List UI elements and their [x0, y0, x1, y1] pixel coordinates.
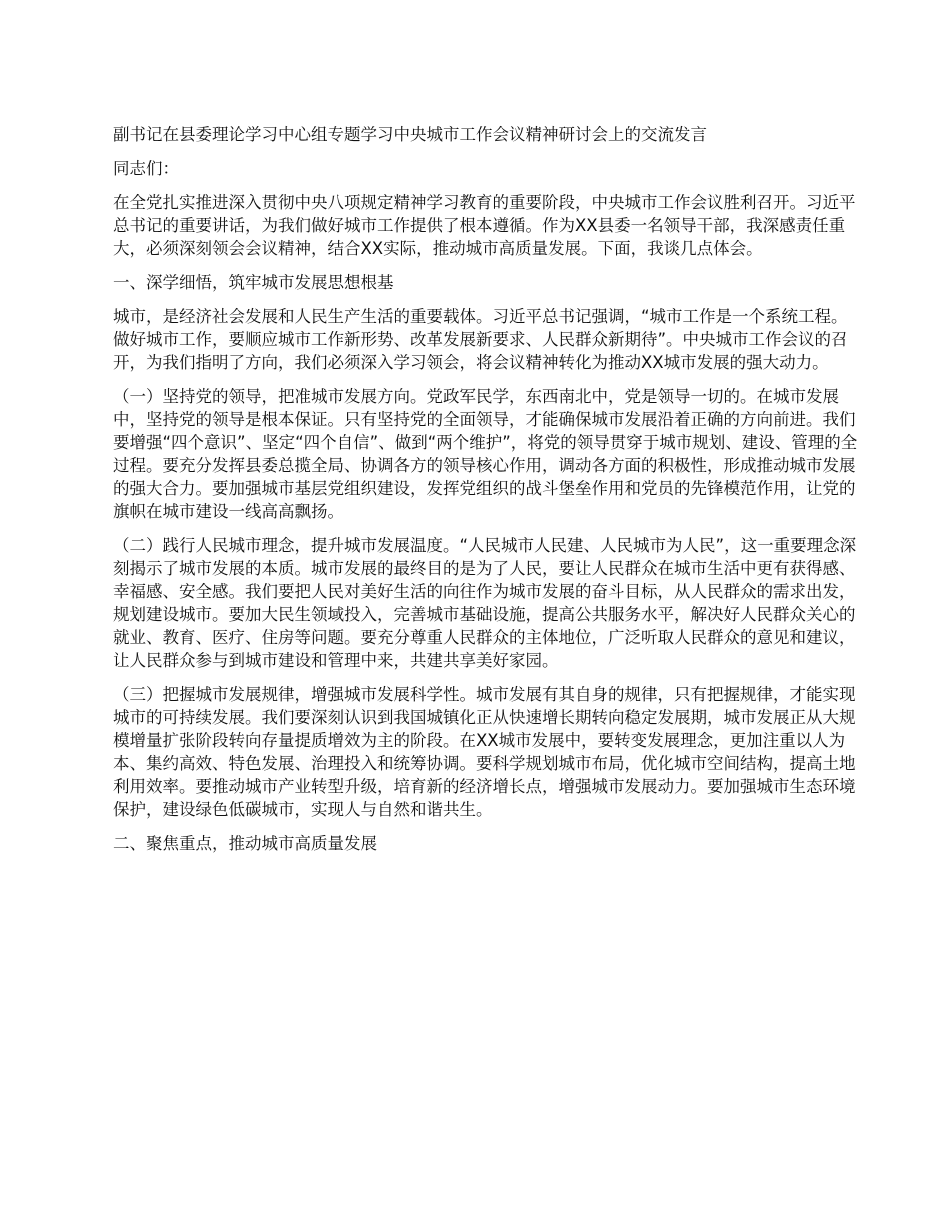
- document-page: [113, 123, 858, 866]
- paragraph-intro: 在全党扎实推进深入贯彻中央八项规定精神学习教育的重要阶段，中央城市工作会议胜利召开。习近平总书记的重要讲话，为我们做好城市工作提供了根本遵循。作为XX县委一名领导干部，我深感责任重大，必须深刻领会会议精神，结合XX实际，推动城市高质量发展。下面，我谈几点体会。: [113, 193, 856, 258]
- section-heading-1: 一、深学细悟，筑牢城市发展思想根基: [113, 273, 394, 292]
- paragraph-point-3: （三）把握城市发展规律，增强城市发展科学性。城市发展有其自身的规律，只有把握规律，才能实现城市的可持续发展。我们要深刻认识到我国城镇化正从快速增长期转向稳定发展期，城市发展正从大规模增量扩张阶段转向存量提质增效为主的阶段。在XX城市发展中，要转变发展理念，更加注重以人为本、集约高效、特色发展、治理投入和统筹协调。要科学规划城市布局，优化城市空间结构，提高土地利用效率。要推动城市产业转型升级，培育新的经济增长点，增强城市发展动力。要加强城市生态环境保护，建设绿色低碳城市，实现人与自然和谐共生。: [113, 685, 856, 819]
- paragraph-point-2: （二）践行人民城市理念，提升城市发展温度。“人民城市人民建、人民城市为人民”，这一重要理念深刻揭示了城市发展的本质。城市发展的最终目的是为了人民，要让人民群众在城市生活中更有获得感、幸福感、安全感。我们要把人民对美好生活的向往作为城市发展的奋斗目标，从人民群众的需求出发，规划建设城市。要加大民生领域投入，完善城市基础设施，提高公共服务水平，解决好人民群众关心的就业、教育、医疗、住房等问题。要充分尊重人民群众的主体地位，广泛听取人民群众的意见和建议，让人民群众参与到城市建设和管理中来，共建共享美好家园。: [113, 536, 857, 670]
- greeting: 同志们：: [113, 159, 179, 178]
- document-title: 副书记在县委理论学习中心组专题学习中央城市工作会议精神研讨会上的交流发言: [113, 125, 707, 144]
- paragraph-point-1: （一）坚持党的领导，把准城市发展方向。党政军民学，东西南北中，党是领导一切的。在城市发展中，坚持党的领导是根本保证。只有坚持党的全面领导，才能确保城市发展沿着正确的方向前进。我们要增强“四个意识”、坚定“四个自信”、做到“两个维护”，将党的领导贯穿于城市规划、建设、管理的全过程。要充分发挥县委总揽全局、协调各方的领导核心作用，调动各方面的积极性，形成推动城市发展的强大合力。要加强城市基层党组织建设，发挥党组织的战斗堡垒作用和党员的先锋模范作用，让党的旗帜在城市建设一线高高飘扬。: [113, 387, 858, 521]
- paragraph-section-1-intro: 城市，是经济社会发展和人民生产生活的重要载体。习近平总书记强调，“城市工作是一个系统工程。做好城市工作，要顺应城市工作新形势、改革发展新要求、人民群众新期待”。中央城市工作会议的召开，为我们指明了方向，我们必须深入学习领会，将会议精神转化为推动XX城市发展的强大动力。: [113, 307, 848, 372]
- section-heading-2: 二、聚焦重点，推动城市高质量发展: [113, 834, 377, 853]
